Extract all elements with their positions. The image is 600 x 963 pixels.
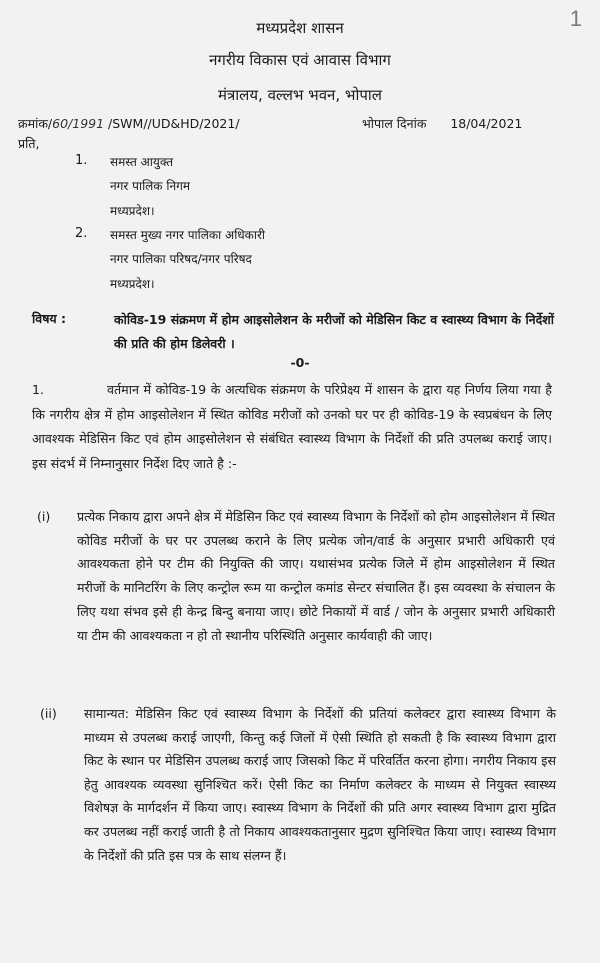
letter-date (362, 115, 522, 132)
addressee-line: मध्यप्रदेश। (110, 277, 155, 291)
header-address: मंत्रालय, वल्लभ भवन, भोपाल (218, 86, 382, 104)
item-number: (i) (37, 509, 51, 524)
date-label: भोपाल दिनांक (362, 116, 427, 131)
reference-handwritten-number: 60/1991 (52, 116, 105, 131)
reference-suffix: /SWM//UD&HD/2021/ (104, 116, 240, 131)
subject-label: विषय : (32, 311, 67, 326)
item-text: प्रत्येक निकाय द्वारा अपने क्षेत्र में मेडिसिन किट एवं स्वास्थ्य विभाग के निर्देशों को होम आइसोलेशन में स्थित कोविड मरीजों के घर पर उपलब्ध कराने के लिए प्रत्येक जोन/वार्ड के अनुसार प्रभारी अधिकारी एवं आवश्यकता होने पर टीम की नियुक्ति की जाए। यथासंभव प्रत्येक जिले में होम आइसोलेशन में स्थित मरीजों के मानिटरिंग के लिए कन्ट्रोल रूम या कन्ट्रोल कमांड सेन्टर संचालित हैं। इस व्यवस्था के संचालन के लिए यथा संभव इसे ही केन्द्र बिन्दु बनाया जाए। छोटे निकायों में वार्ड / जोन के अनुसार प्रभारी अधिकारी या टीम की आवश्यकता न हो तो स्थानीय परिस्थिति अनुसार कार्यवाही की जाए। (77, 509, 555, 643)
reference-number (18, 115, 240, 132)
paragraph-text: वर्तमान में कोविड-19 के अत्यधिक संक्रमण के परिप्रेक्ष्य में शासन के द्वारा यह निर्णय लिया गया है कि नगरीय क्षेत्र में होम आइसोलेशन में स्थित कोविड मरीजों को उनको घर पर ही कोविड-19 के स्वप्रबंधन के लिए आवश्यक मेडिसिन किट एवं होम आइसोलेशन से संबंधित स्वास्थ्य विभाग के निर्देशों की प्रति उपलब्ध कराई जाए। इस संदर्भ में निम्नानुसार निर्देश दिए जाते है :- (32, 382, 552, 471)
paragraph-number: 1. (32, 382, 45, 397)
subject-text: कोविड-19 संक्रमण में होम आइसोलेशन के मरीजों को मेडिसिन किट व स्वास्थ्य विभाग के निर्देशों की प्रति की होम डिलेवरी । (114, 312, 554, 351)
addressee-line: मध्यप्रदेश। (110, 204, 155, 218)
reference-prefix: क्रमांक/ (18, 116, 53, 131)
paragraph-1 (32, 378, 552, 476)
addressee-number: 2. (75, 226, 88, 241)
addressee-line: नगर पालिक निगम (110, 179, 191, 193)
page-number: 1 (569, 6, 582, 31)
addressee-line: समस्त मुख्य नगर पालिका अधिकारी (110, 228, 266, 242)
date-handwritten-day: 18 (450, 116, 467, 131)
to-label: प्रति, (18, 136, 40, 151)
header-government: मध्यप्रदेश शासन (256, 19, 344, 37)
addressee-line: समस्त आयुक्त (110, 155, 174, 169)
separator: -0- (290, 355, 310, 370)
addressee-line: नगर पालिका परिषद/नगर परिषद (110, 252, 252, 266)
date-suffix: /04/2021 (466, 116, 523, 131)
item-number: (ii) (40, 706, 57, 721)
header-department: नगरीय विकास एवं आवास विभाग (209, 51, 391, 69)
item-text: सामान्यत: मेडिसिन किट एवं स्वास्थ्य विभाग के निर्देशों की प्रतियां कलेक्टर द्वारा स्वास्थ्य विभाग के माध्यम से उपलब्ध कराई जाएगी, किन्तु कई जिलों में ऐसी स्थिति हो सकती है कि स्वास्थ्य विभाग द्वारा किट के स्थान पर मेडिसिन उपलब्ध कराई जाए जिसको किट में परिवर्तित करना होगा। नगरीय निकाय इस हेतु आवश्यक व्यवस्था सुनिश्चित करें। ऐसी किट का निर्माण कलेक्टर के माध्यम से नियुक्त स्वास्थ्य विशेषज्ञ के मार्गदर्शन में किया जाए। स्वास्थ्य विभाग के निर्देशों की प्रति अगर स्वास्थ्य विभाग द्वारा मुद्रित कर उपलब्ध नहीं कराई जाती है तो निकाय आवश्यकतानुसार मुद्रण सुनिश्चित किया जाए। स्वास्थ्य विभाग के निर्देशों की प्रति इस पत्र के साथ संलग्न हैं। (84, 706, 556, 863)
addressee-number: 1. (75, 153, 88, 168)
